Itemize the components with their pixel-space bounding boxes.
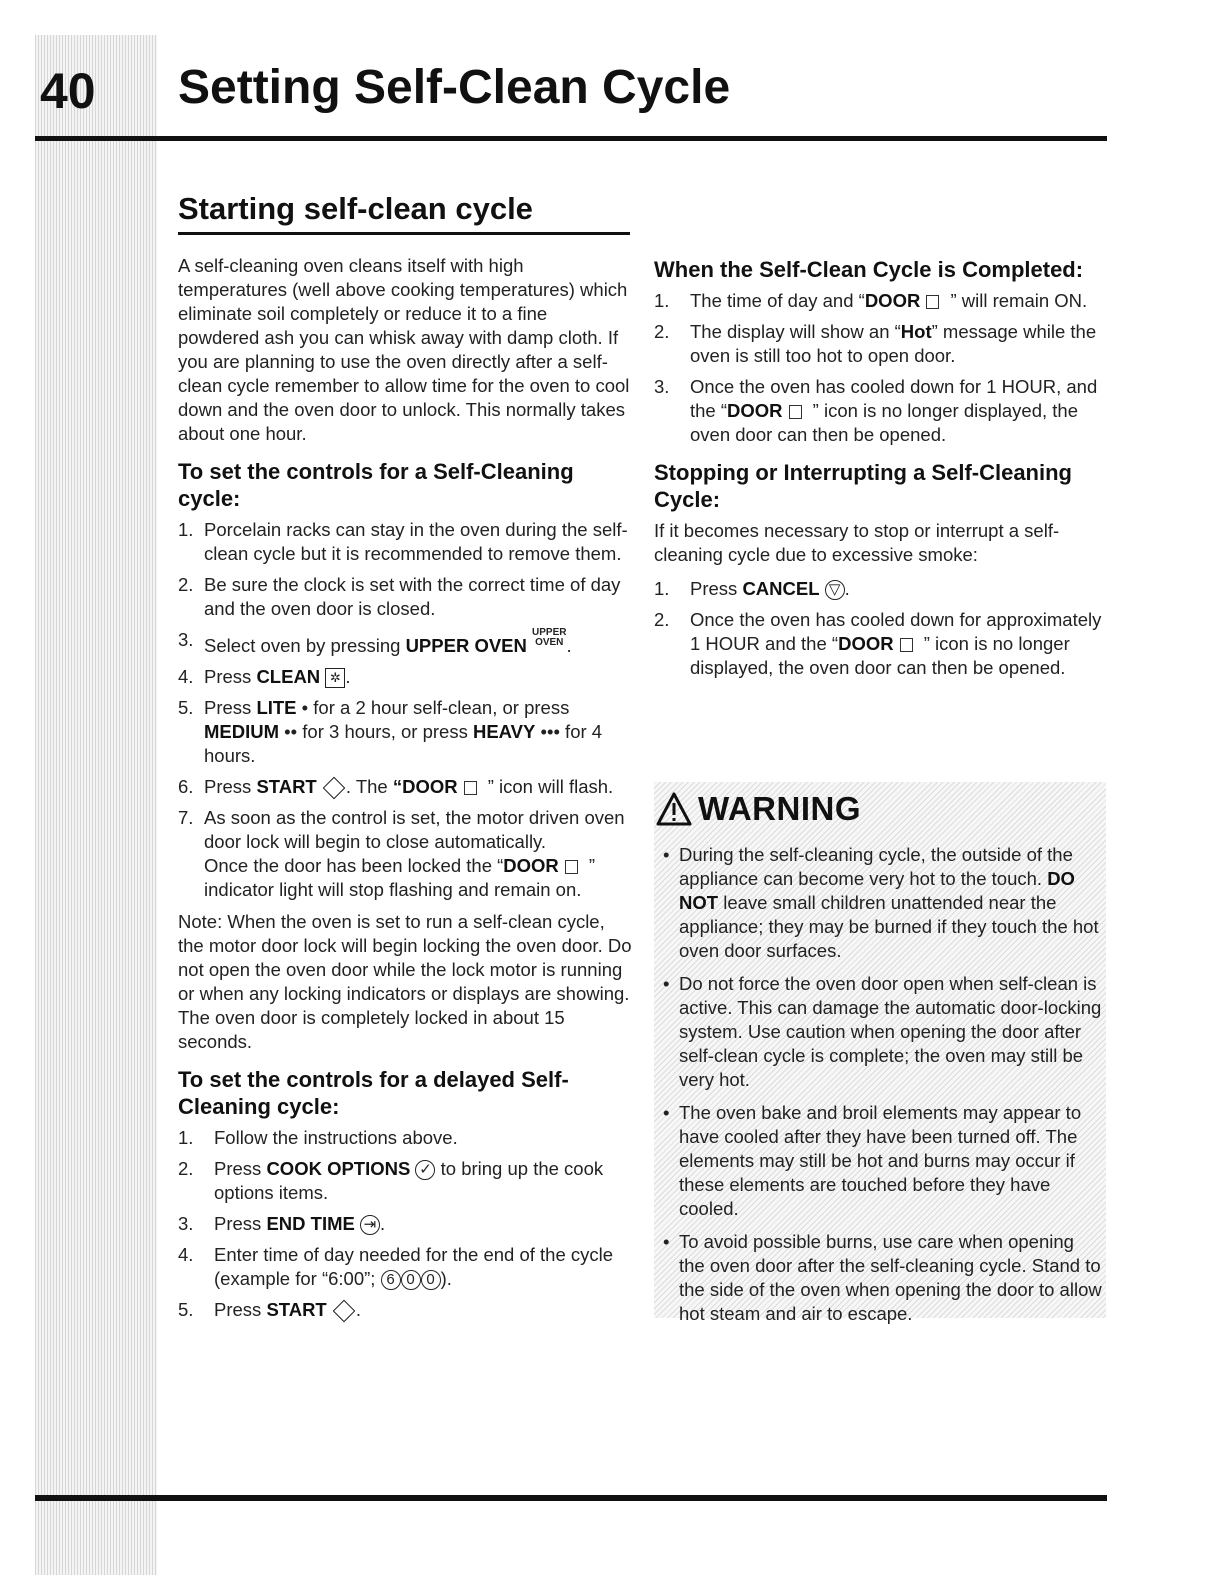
key-0: 0 (401, 1270, 421, 1290)
list-item: 4. Enter time of day needed for the end of the cycle (example for “6:00”; 6 0 0 ). (178, 1244, 614, 1290)
self-clean-heading: To set the controls for a Self-Cleaning cycle: (178, 459, 574, 511)
upper-oven-key-label: UPPER OVEN (405, 635, 527, 657)
door-lock-icon (464, 781, 477, 795)
right-column (654, 256, 1109, 688)
list-item: 1. Follow the instructions above. (178, 1127, 458, 1149)
list-item: 2. Be sure the clock is set with the correct time of day and the oven door is closed. (178, 574, 621, 619)
key-6: 6 (381, 1270, 401, 1290)
page-title: Setting Self-Clean Cycle (178, 61, 731, 114)
warning-header (656, 790, 861, 828)
door-lock-icon (565, 860, 578, 874)
completed-heading: When the Self-Clean Cycle is Completed: (654, 257, 1084, 282)
list-item: 3. Select oven by pressing UPPER OVEN UPPER OVEN . (178, 627, 572, 657)
warning-item: • Do not force the oven door open when self-clean is active. This can damage the automatic door-locking system. Use caution when opening the door after self-clean cycle is complete; the oven may still be very hot. (663, 973, 1102, 1090)
key-0: 0 (421, 1270, 441, 1290)
clean-icon: ✲ (325, 668, 345, 688)
list-item: 1. The time of day and “DOOR ” will remain ON. (654, 290, 1088, 311)
list-item: 2. Once the oven has cooled down for approximately 1 HOUR and the “DOOR ” icon is no longer displayed, the oven door can then be opened. (654, 609, 1102, 678)
page-edge-stripe (35, 35, 157, 1575)
check-circle-icon: ✓ (415, 1160, 435, 1180)
stop-steps (654, 577, 1109, 680)
section-title: Starting self-clean cycle (178, 192, 630, 235)
medium-key-label: MEDIUM (204, 721, 280, 743)
start-key-label: START (266, 1299, 327, 1321)
title-rule (35, 136, 1107, 141)
completed-steps (654, 289, 1109, 447)
list-item: 3. Once the oven has cooled down for 1 HOUR, and the “DOOR ” icon is no longer displayed, the oven door can then be opened. (654, 376, 1098, 445)
note-paragraph: Note: When the oven is set to run a self-clean cycle, the motor door lock will begin locking the oven door. Do not open the oven door while the lock motor is running or when any locking indicators or displays are showing. The oven door is completely locked in about 15 seconds. (178, 911, 632, 1053)
warning-item: • To avoid possible burns, use care when opening the oven door after the self-cleaning cycle. Stand to the side of the oven when opening the door to allow hot steam and air to escape. (663, 1231, 1102, 1324)
start-diamond-icon (323, 777, 346, 800)
warning-item: • The oven bake and broil elements may appear to have cooled after they have been turned off. The elements may still be hot and burns may occur if these elements are touched before they have cooled. (663, 1102, 1082, 1219)
cancel-triangle-icon: ▽ (825, 580, 845, 600)
page-number: 40 (40, 63, 96, 119)
self-clean-steps (178, 518, 633, 902)
stop-heading: Stopping or Interrupting a Self-Cleaning Cycle: (654, 460, 1072, 512)
left-column (178, 254, 633, 1330)
clock-arrow-icon: ⇥ (360, 1215, 380, 1235)
clean-key-label: CLEAN (256, 666, 321, 688)
footer-rule (35, 1495, 1107, 1501)
medium-dots-icon: •• (284, 721, 298, 743)
end-time-key-label: END TIME (266, 1213, 355, 1235)
door-lock-icon (926, 295, 939, 309)
list-item: 5. Press START . (178, 1298, 633, 1322)
warning-item: • During the self-cleaning cycle, the outside of the appliance can become very hot to the touch. DO NOT leave small children unattended near the appliance; they may be burned if they touch the hot oven door surfaces. (663, 844, 1099, 961)
door-lock-icon (789, 405, 802, 419)
start-diamond-icon (333, 1300, 356, 1323)
list-item: 3. Press END TIME ⇥ . (178, 1213, 386, 1235)
lite-dots-icon: • (301, 697, 309, 719)
warning-label: WARNING (698, 790, 861, 827)
delayed-clean-steps (178, 1126, 633, 1322)
list-item: 1. Porcelain racks can stay in the oven during the self-clean cycle but it is recommended to remove them. (178, 519, 628, 564)
stop-intro: If it becomes necessary to stop or interrupt a self-cleaning cycle due to excessive smoke: (654, 520, 1060, 565)
upper-oven-icon: UPPER OVEN (532, 627, 567, 648)
warning-list (663, 843, 1103, 1335)
list-item: 7. As soon as the control is set, the motor driven oven door lock will begin to close automatically. Once the door has been locked the “DOOR ” indicator light will stop flashing and remain on. (178, 807, 625, 901)
delayed-clean-heading: To set the controls for a delayed Self-Cleaning cycle: (178, 1067, 569, 1120)
list-item: 1. Press CANCEL ▽ . (654, 578, 850, 599)
cancel-key-label: CANCEL (742, 578, 820, 599)
heavy-key-label: HEAVY (472, 721, 536, 743)
warning-triangle-icon (656, 791, 692, 827)
intro-paragraph: A self-cleaning oven cleans itself with high temperatures (well above cooking temperatures) which eliminate soil completely or reduce it to a fine powdered ash you can whisk away with damp cloth. If you are planning to use the oven directly after a self-clean cycle remember to allow time for the oven to cool down and the oven door to unlock. This normally takes about one hour. (178, 255, 630, 444)
heavy-dots-icon: ••• (540, 721, 560, 743)
list-item: 2. The display will show an “Hot” message while the oven is still too hot to open door. (654, 321, 1097, 366)
list-item: 4. Press CLEAN ✲ . (178, 666, 351, 688)
start-key-label: START (256, 776, 317, 798)
list-item: 6. Press START . The “DOOR ” icon will flash. (178, 775, 633, 799)
list-item: 5. Press LITE • for a 2 hour self-clean, or press MEDIUM •• for 3 hours, or press HEAVY ••• for 4 hours. (178, 697, 603, 767)
lite-key-label: LITE (256, 697, 297, 719)
cook-options-key-label: COOK OPTIONS (266, 1158, 411, 1180)
door-lock-icon (900, 638, 913, 652)
list-item: 2. Press COOK OPTIONS ✓ to bring up the cook options items. (178, 1158, 604, 1204)
